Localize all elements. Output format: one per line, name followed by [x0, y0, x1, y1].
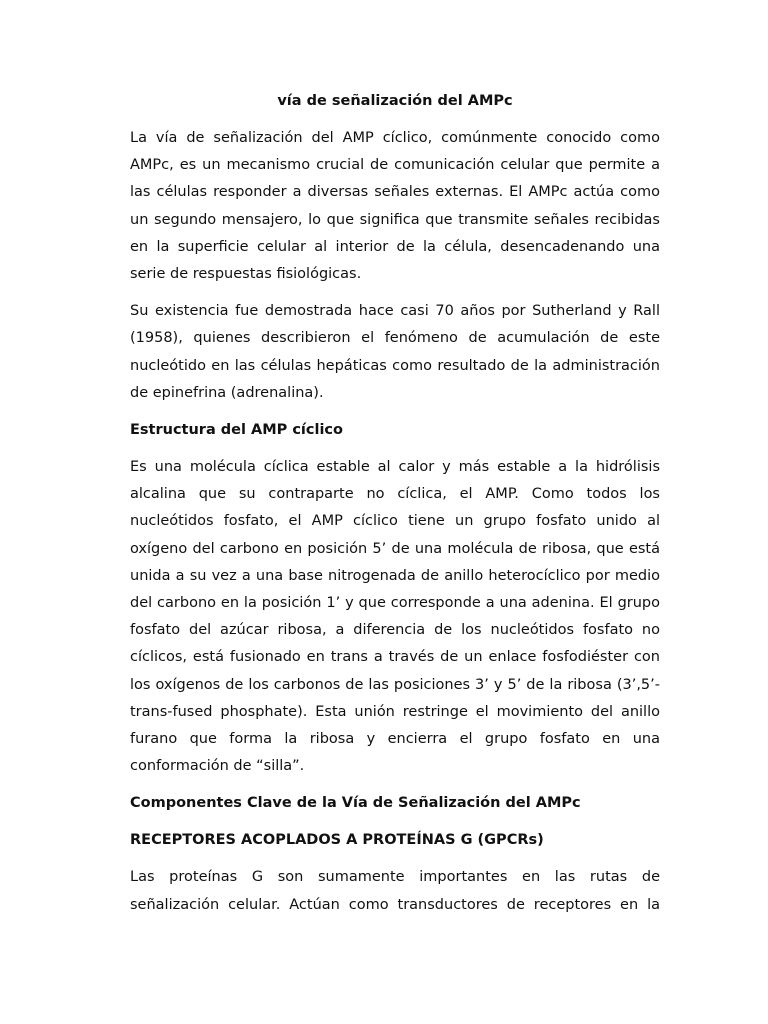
structure-paragraph: Es una molécula cíclica estable al calor y más estable a la hidrólisis alcalina que su contraparte no cíclica, el AMP. Como todos los nucleótidos fosfato, el AMP cíclico tiene un grupo fosfato unido al oxígeno del carbono en posición 5’ de una molécula de ribosa, que está unida a su vez a una base nitrogenada de anillo heterocíclico por medio del carbono en la posición 1’ y que corresponde a una adenina. El grupo fosfato del azúcar ribosa, a diferencia de los nucleótidos fosfato no cíclicos, está fusionado en trans a través de un enlace fosfodiéster con los oxígenos de los carbonos de las posiciones 3’ y 5’ de la ribosa (3’,5’-trans-fused phosphate). Esta unión restringe el movimiento del anillo furano que forma la ribosa y encierra el grupo fosfato en una conformación de “silla”. — [130, 459, 660, 775]
document-title: vía de señalización del AMPc — [277, 93, 513, 109]
structure-heading: Estructura del AMP cíclico — [130, 422, 343, 439]
intro-paragraph: La vía de señalización del AMP cíclico, comúnmente conocido como AMPc, es un mecanismo crucial de comunicación celular que permite a las células responder a diversas señales externas. El AMPc actúa como un segundo mensajero, lo que significa que transmite señales recibidas en la superficie celular al interior de la célula, desencadenando una serie de respuestas fisiológicas. — [130, 130, 660, 283]
gpcr-heading: RECEPTORES ACOPLADOS A PROTEÍNAS G (GPCRs) — [130, 832, 544, 849]
gpcr-paragraph: Las proteínas G son sumamente importantes en las rutas de señalización celular. Actúan como transductores de receptores en la — [130, 869, 660, 913]
document-page — [130, 88, 660, 929]
components-heading: Componentes Clave de la Vía de Señalización del AMPc — [130, 795, 581, 812]
history-paragraph: Su existencia fue demostrada hace casi 70 años por Sutherland y Rall (1958), quienes describieron el fenómeno de acumulación de este nucleótido en las células hepáticas como resultado de la administración de epinefrina (adrenalina). — [130, 303, 660, 401]
